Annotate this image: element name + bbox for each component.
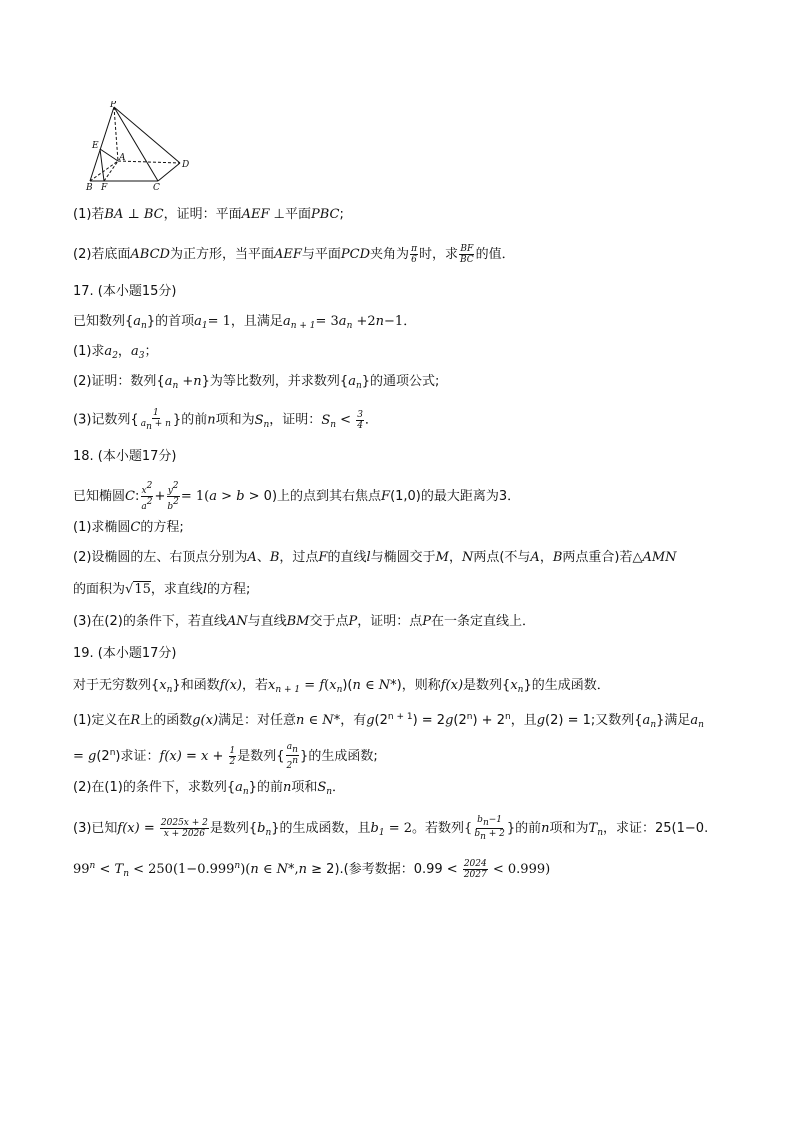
label-e: E: [92, 141, 99, 151]
q17-part3: (3)记数列{ $\frac{1}{a_n + n}$ }的前n项和为$S_n$，证明：$S_n$ < $\frac{3}{4}$ ．: [73, 408, 378, 432]
q16-part1: (1)若BA ⊥ BC，证明：平面AEF ⊥平面PBC;: [73, 207, 344, 222]
q18-part2-line2: 的面积为√15，求直线l的方程;: [73, 582, 251, 597]
q19-part1-line1: (1)定义在R上的函数g(x)满足：对任意n ∈ N*，有$g(2^{n + 1}) = 2g(2^n) + 2^n$，且g(2) = 1;又数列$\{a_n\}$满足$a_n$: [73, 712, 704, 730]
label-b: B: [86, 183, 93, 193]
q18-statement: 已知椭圆C: $\frac{x^2}{a^2}$ + $\frac{y^2}{b^2}$ = 1(a > b > 0)上的点到其右焦点F(1,0)的最大距离为3．: [73, 481, 521, 512]
label-c: C: [153, 183, 160, 193]
label-d: D: [182, 160, 190, 170]
label-a: A: [119, 153, 126, 163]
q19-part1-line2: = $g(2^n)$求证：f(x) = x + $\frac{1}{2}$ 是数列{ $\frac{a_n}{2^n}$ }的生成函数;: [73, 742, 378, 771]
q19-part3-line1: (3)已知f(x) = $\frac{2025x + 2}{x + 2026}$ 是数列$\{b_n\}$的生成函数，且$b_1 = 2$。若数列{ $\frac{b_n-1}{b_n + 2}$ }的前n项和为$T_n$，求证：25(1−0.: [73, 815, 709, 842]
pyramid-figure: [84, 101, 194, 193]
q19-heading: 19. (本小题17分): [73, 646, 177, 661]
q17-statement: 已知数列$\{a_n\}$的首项$a_1= 1$，且满足$a_{n + 1}= 3a_n +2n-1$．: [73, 314, 417, 331]
q19-statement: 对于无穷数列$\{x_n\}$和函数f(x)，若$x_{n + 1} = f(x_n)(n$ ∈ N*)，则称f(x)是数列$\{x_n\}$的生成函数．: [73, 678, 610, 695]
label-f: F: [101, 183, 108, 193]
q19-part3-line2: $99^n < T_n < 250(1-0.999^n)(n$ ∈ N*,n ≥ 2).(参考数据：0.99 < $\frac{2024}{2027}$ < 0.999): [73, 859, 551, 880]
q18-part2-line1: (2)设椭圆的左、右顶点分别为A、B，过点F的直线l与椭圆交于M，N两点(不与A，B两点重合)若△AMN: [73, 550, 677, 565]
q16-part2: (2)若底面ABCD为正方形，当平面AEF与平面PCD夹角为 $\frac{\pi}{6}$ 时，求 $\frac{BF}{BC}$ 的值．: [73, 244, 515, 265]
q18-part1: (1)求椭圆C的方程;: [73, 520, 184, 535]
q18-heading: 18. (本小题17分): [73, 449, 177, 464]
q17-part1: (1)求$a_2$，$a_3$；: [73, 344, 158, 361]
q19-part2: (2)在(1)的条件下，求数列$\{a_n\}$的前n项和$S_n$．: [73, 780, 346, 797]
label-p: P: [110, 101, 117, 110]
q17-part2: (2)证明：数列$\{a_n +n\}$为等比数列，并求数列$\{a_n\}$的通项公式;: [73, 374, 440, 391]
q17-heading: 17. (本小题15分): [73, 284, 177, 299]
q18-part3: (3)在(2)的条件下，若直线AN与直线BM交于点P，证明：点P在一条定直线上．: [73, 614, 536, 629]
